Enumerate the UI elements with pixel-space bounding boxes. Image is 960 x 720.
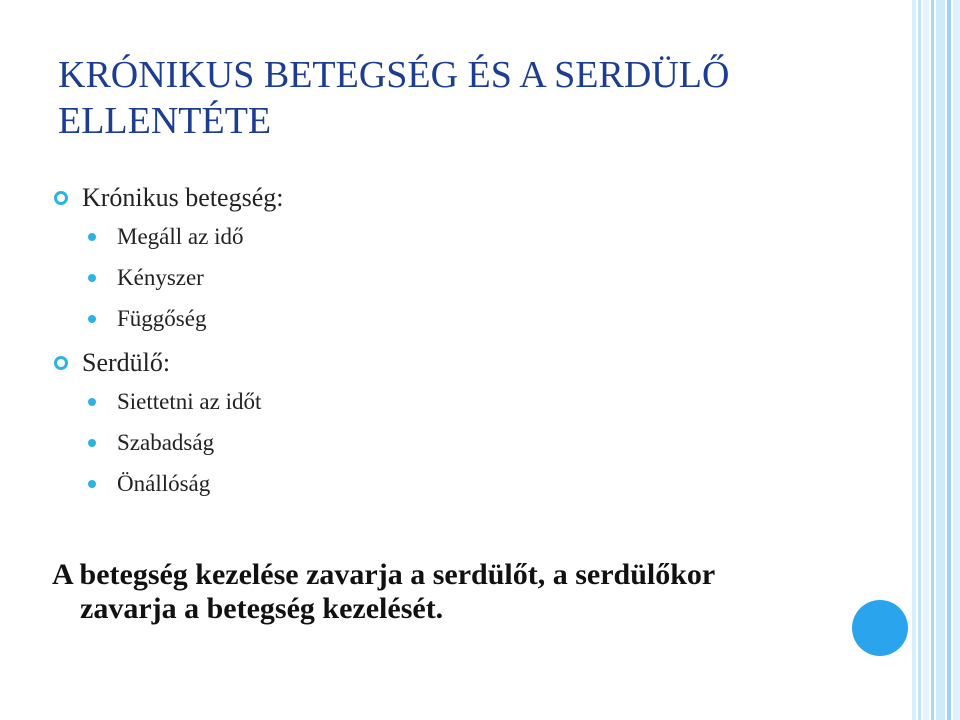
- list-item-text: Megáll az idő: [117, 223, 244, 249]
- list-item-text: Önállóság: [117, 470, 211, 496]
- dot-bullet-icon: [88, 315, 96, 323]
- stripe: [918, 0, 921, 720]
- dot-bullet-icon: [88, 398, 96, 406]
- list-item-text: Szabadság: [117, 429, 215, 455]
- stripe: [953, 0, 960, 720]
- title-line-2: ELLENTÉTE: [58, 100, 272, 142]
- list-item: [88, 381, 261, 422]
- ring-bullet-icon: [54, 191, 68, 205]
- stripe: [936, 0, 945, 720]
- conclusion-text: [52, 558, 902, 626]
- section-heading: [48, 345, 261, 381]
- conclusion-line-2: zavarja a betegség kezelését.: [80, 592, 444, 625]
- section-heading-text: Krónikus betegség:: [82, 183, 284, 212]
- dot-bullet-icon: [88, 439, 96, 447]
- dot-bullet-icon: [88, 233, 96, 241]
- stripe: [912, 0, 916, 720]
- stripe: [923, 0, 929, 720]
- title-line-1: KRÓNIKUS BETEGSÉG ÉS A SERDÜLŐ: [58, 54, 730, 96]
- list-item-text: Siettetni az időt: [117, 388, 262, 414]
- list-item: [88, 298, 283, 339]
- ring-bullet-icon: [54, 356, 68, 370]
- decorative-circle-icon: [852, 600, 908, 656]
- list-item: [88, 463, 261, 504]
- list-item: [88, 422, 261, 463]
- section-adolescent: [48, 345, 261, 504]
- slide-title: [58, 52, 838, 144]
- decorative-stripes: [912, 0, 960, 720]
- section-chronic-illness: [48, 180, 283, 339]
- dot-bullet-icon: [88, 480, 96, 488]
- conclusion-line-1: A betegség kezelése zavarja a serdülőt, a serdülőkor: [52, 558, 716, 591]
- stripe: [947, 0, 951, 720]
- list-item-text: Kényszer: [117, 264, 204, 290]
- section-heading-text: Serdülő:: [82, 348, 171, 377]
- list-item: [88, 257, 283, 298]
- list-item-text: Függőség: [117, 305, 207, 331]
- dot-bullet-icon: [88, 274, 96, 282]
- list-item: [88, 216, 283, 257]
- section-heading: [48, 180, 283, 216]
- stripe: [931, 0, 934, 720]
